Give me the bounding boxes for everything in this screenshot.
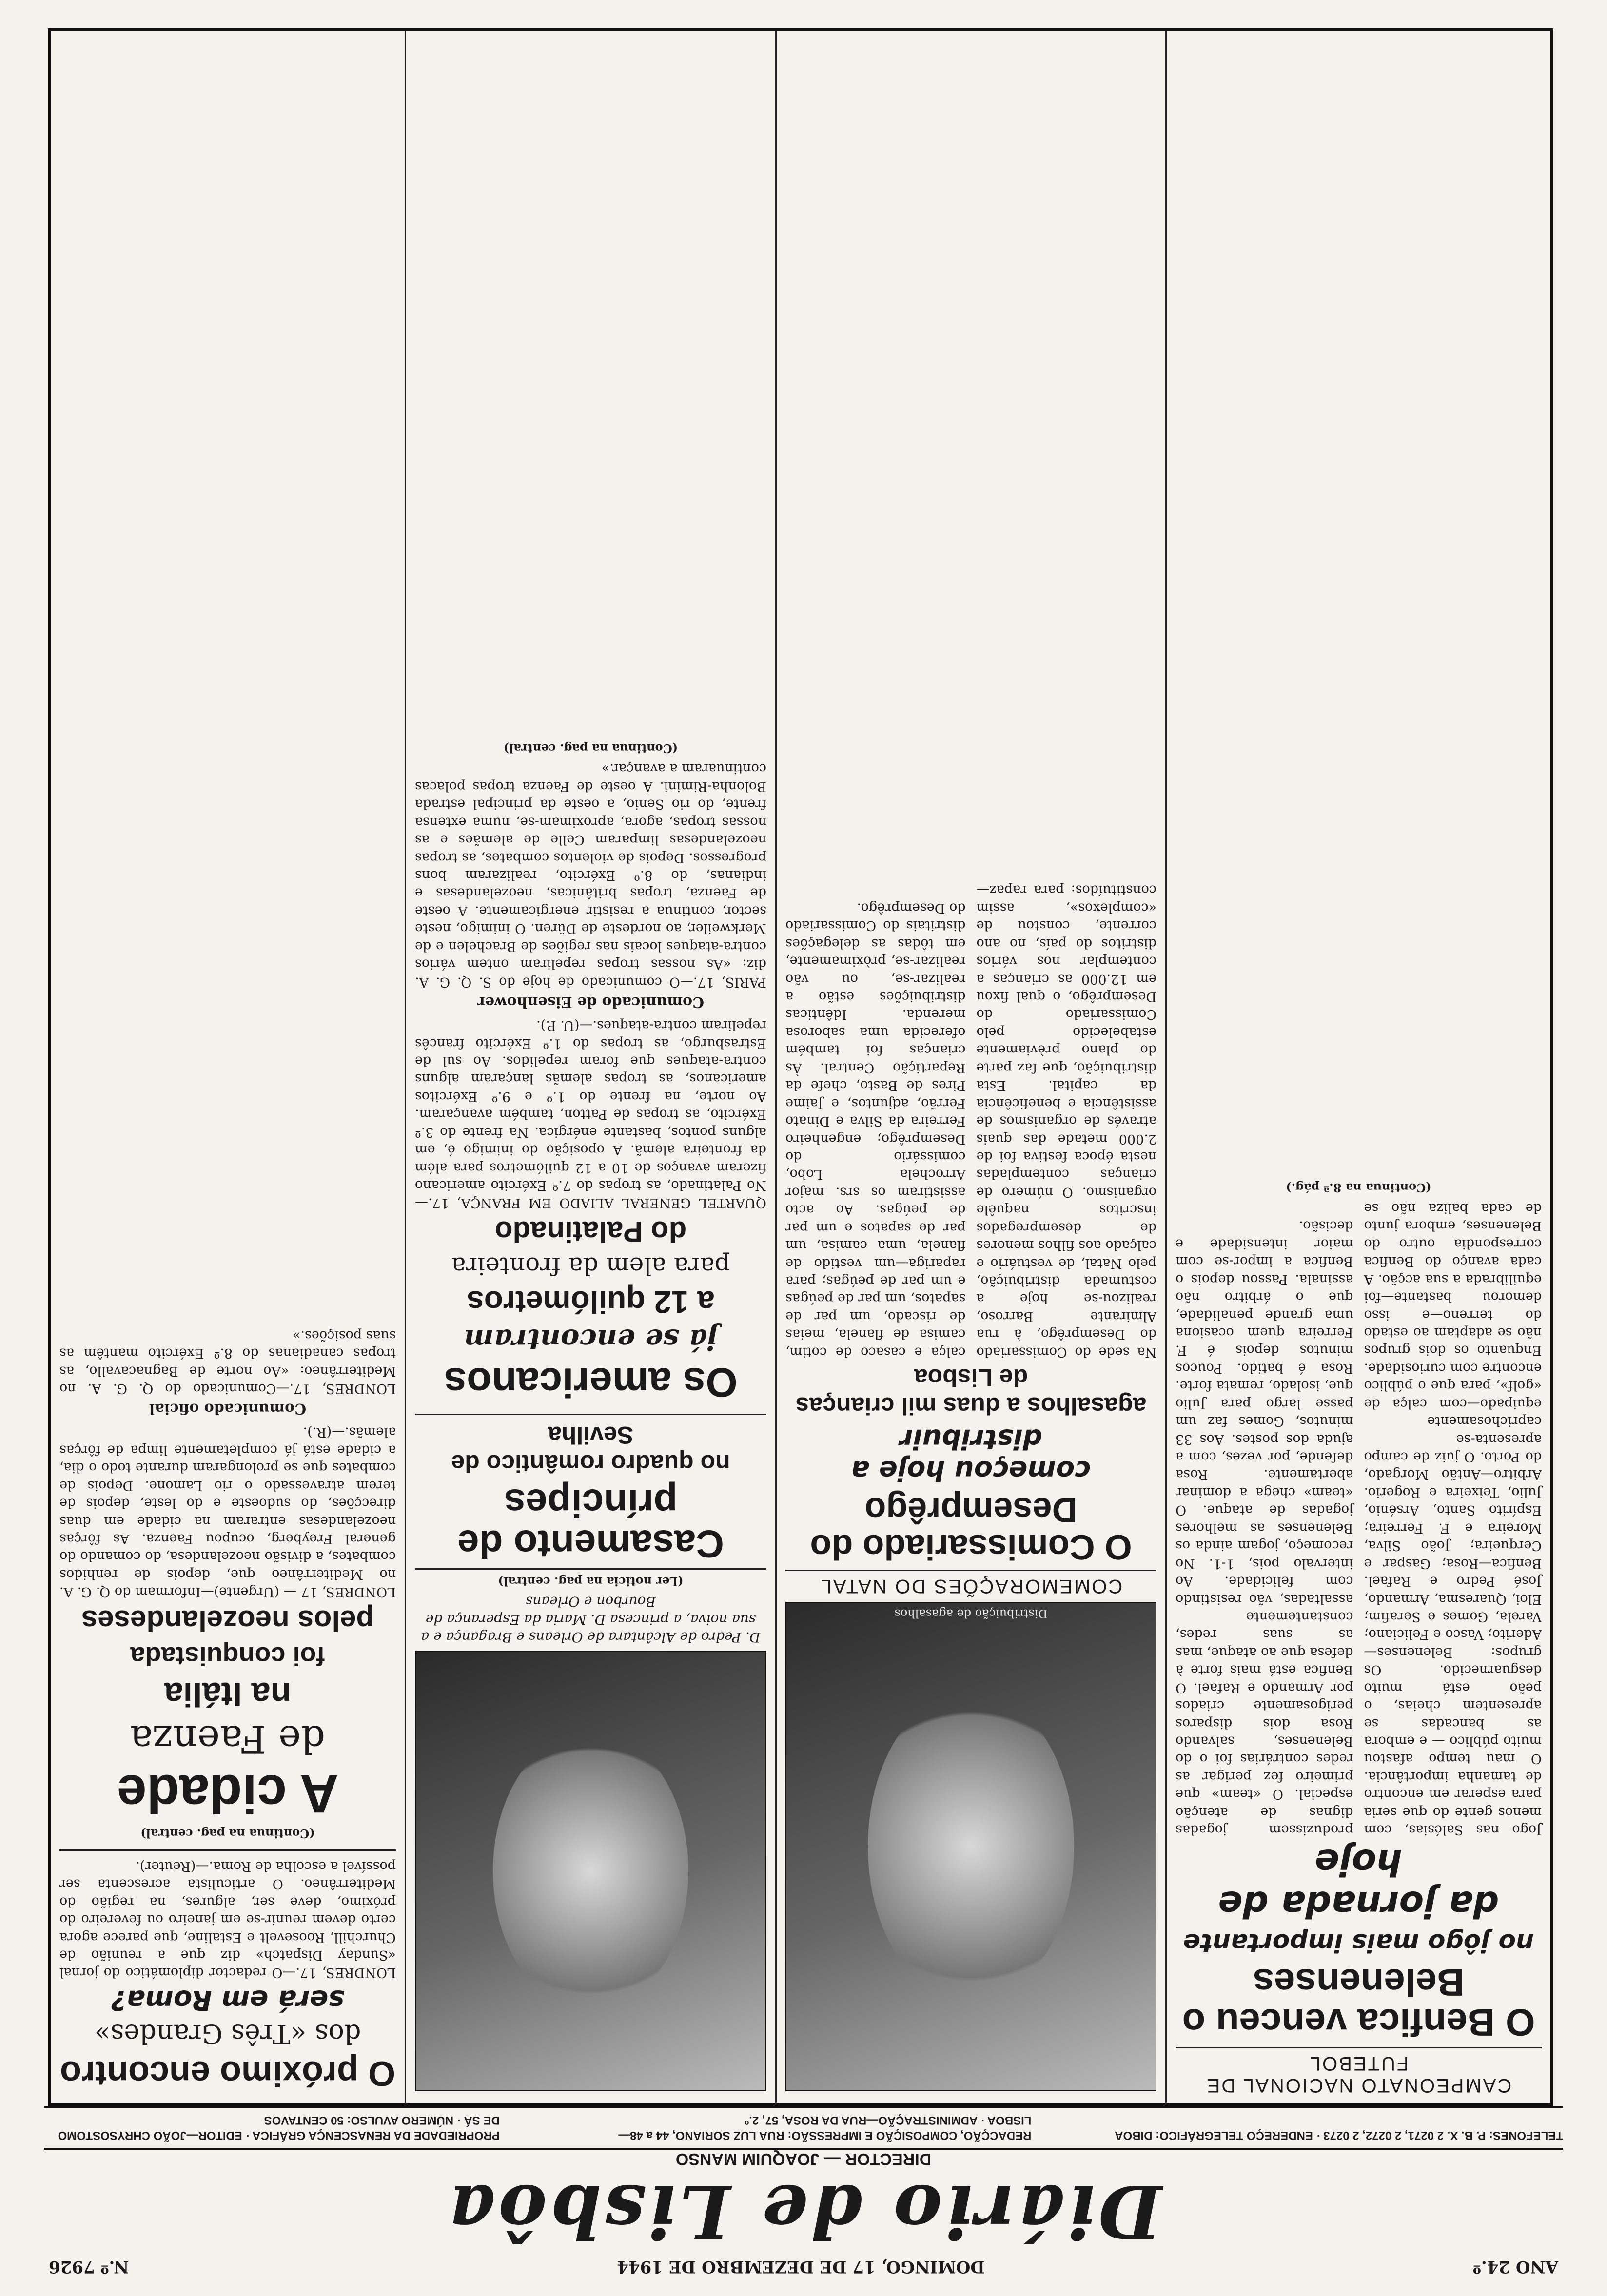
subhead-conquistada: foi conquistada <box>130 1641 325 1671</box>
headline-americanos: Os americanos <box>444 1359 738 1405</box>
article-faenza: LONDRES, 17 — (Urgente)—Informam do Q. G. A. no Mediterrâneo que, depois de renhidos combates, a divisão neozelandesa, do comando do general Freyberg, ocupou Faenza. As fôrças neozelandesas entraram na cidade em duas direcções, do sudoeste e do leste, depois de terem atravessado o rio Lamone. Depois de combates que se prolongaram durante todo o dia, a cidade está já completamente limpa de fôrças alemãs.—(R.). <box>59 1424 396 1600</box>
subhead-roma: será em Roma? <box>111 1984 345 2016</box>
headline-casamento: Casamento de príncipes <box>415 1482 766 1570</box>
masthead <box>44 2150 1563 2277</box>
subhead-eisenhower: Comunicado de Eisenhower <box>477 993 704 1011</box>
headline-cidade: A cidade <box>117 1764 339 1824</box>
masthead-top-line <box>44 2257 1563 2277</box>
subhead-americanos-2: a 12 quilómetros <box>467 1284 715 1320</box>
subhead-neozelandeses: pelos neozelandeses <box>81 1604 374 1637</box>
box-americanos <box>415 741 766 1415</box>
article-desemprego: Na sede do Comissariado do Desemprêgo, à rua Almirante Barroso, realizou-se hoje a costumada distribuição, pelo Natal, de vestuário e calçado aos filhos menores de desempregados inscritos naquêle organismo. O número de crianças contempladas nesta época festiva foi de 2.000 metade das quais através de organismos de assistência e beneficência da capital. Esta distribuição, que faz parte do plano prèviamente estabelecido pelo Comissariado do Desemprêgo, o qual fixou em 12.000 as crianças a contemplar nos vários distritos do país, no ano corrente, constou de «complexos», assim constituídos: para rapaz—calça e casaco de cotim, camisa de flanela, meias de riscado, um par de sapatos, um par de peúgas e um par de peúgas; para rapariga—um vestido de flanela, uma camisa, um par de sapatos e um par de peúgas. Ao acto assistiram os srs. major Arrochela Lobo, comissário do Desemprêgo; engenheiro Ferreira da Silva e Dinato Ferrão, adjuntos, e Jaime Pires de Basto, chefe da Repartição Central. Às crianças foi também oferecida uma saborosa merenda. Idênticas distribuições estão a realizar-se, ou vão realizar-se, pròximamente, em tôdas as delegações distritais do Comissariado do Desemprêgo. <box>785 882 1156 1360</box>
photo-children-label: Distribuição de agasalhos <box>894 1607 1048 1620</box>
phones-info: TELEFONES: P. B. X. 2 0271, 2 0272, 2 0273 · ENDEREÇO TELEGRÁFICO: DIBOA <box>1115 2129 1563 2142</box>
date-label: DOMINGO, 17 DE DEZEMBRO DE 1944 <box>617 2257 985 2277</box>
caption-royal-couple: D. Pedro de Alcântara de Orleans e Bragança e a sua noiva, a princesa D. Maria da Esperança de Bourbon e Orleans <box>421 1594 761 1645</box>
article-benfica <box>1176 1199 1542 1838</box>
column-desemprego <box>775 31 1165 2103</box>
content-frame <box>48 28 1553 2106</box>
masthead-info <box>44 2106 1563 2150</box>
editor-info: PROPRIEDADE DA RENASCENÇA GRÁFICA · EDITOR—JOÃO CHRYSOSTOMO DE SÁ · NÚMERO AVULSO: 50 CENTAVOS <box>58 2113 500 2142</box>
box-faenza <box>59 1326 396 1851</box>
continue-note-americanos: (Continua na pag. central) <box>503 741 678 756</box>
continue-note-faenza-top: (Continua na pag. central) <box>140 1827 315 1841</box>
issue-number: N.º 7926 <box>49 2257 129 2277</box>
article-tres-grandes: LONDRES, 17.—O redactor diplomático do jornal «Sunday Dispatch» diz que a reunião de Churchill, Roosevelt e Estaline, que parece agora certo devem reunir-se em janeiro ou fevereiro do próximo, deve ser, algures, na região do Mediterrâneo. O articulista acrescenta ser possível a escolha de Roma.—(Reuter). <box>59 1858 396 1981</box>
continue-note-benfica: (Continua na 8.ª pág.) <box>1286 1181 1431 1195</box>
address-info: REDACÇÃO, COMPOSIÇÃO E IMPRESSÃO: RUA LUZ SORIANO, 44 a 48—LISBOA · ADMINISTRAÇÃO—RUA DA ROSA, 57, 2.º <box>618 2113 1032 2142</box>
column-americanos <box>405 31 775 2103</box>
continue-note-wedding: (Ler noticia na pag. central) <box>498 1574 684 1589</box>
subhead-americanos-3: para alem da fronteira <box>451 1252 730 1281</box>
subhead-sevilha: no quadro romântico de Sevilha <box>451 1421 730 1477</box>
article-eisenhower: PARIS, 17.—O comunicado de hoje do S. Q. G. A. diz: «As nossas tropas repeliram ontem vários contra-ataques locais nas regiões de Brachelen e de Merkweiler, ao nordeste de Düren. O inimigo, neste sector, continua a resistir energicamente. A oeste de Faenza, tropas britânicas, neozelandesas e indianas, do 8.º Exército, realizaram bons progressos. Depois de violentos combates, as tropas neozelandesas limparam Celle de alemães e as nossas tropas, agora, aproximam-se, numa extensa frente, do rio Senio, a oeste da principal estrada Bolonha-Rimini. A oeste de Faenza tropas polacas continuaram a avançar.» <box>415 761 766 990</box>
subhead-comunicado-oficial: Comunicado oficial <box>149 1400 307 1417</box>
photo-children <box>785 1602 1156 2091</box>
column-football <box>1165 31 1550 2103</box>
subhead-italia: na Itália <box>164 1675 292 1713</box>
subhead-faenza: de Faenza <box>130 1716 326 1761</box>
subhead-tres-grandes: dos «Três Grandes» <box>94 2019 361 2050</box>
article-benfica-text-2: Ao intervalo pois, 1-1. No recomeço, jogam ainda os Belenenses as melhores jogadas de ataque. O «team» chega a dominar abertamente. Rosa defende, por vezes, com a ajuda dos postes. Aos 33 minutos, Gomes faz um passe largo para Julio que, isolado, remata forte. Rosa é batido. Poucos minutos depois é F. Ferreira quem ocasiona uma grande penalidade, que o árbitro não assinala. Passou depois o Benfica a impor-se com maior intensidade e decisão. <box>1176 1218 1353 1589</box>
year-label: ANO 24.º <box>1472 2257 1558 2277</box>
subhead-desemprego-1: começou hoje a distribuir <box>851 1422 1091 1486</box>
article-comunicado-oficial: LONDRES, 17.—Comunicado do Q. G. A. no Mediterrâneo: «Ao norte de Bagnacavallo, as tropas canadianas do 8.º Exército mantêm as suas posições.» <box>59 1327 396 1396</box>
subhead-benfica-1: no jôgo mais importante <box>1183 1928 1534 1958</box>
subhead-americanos-1: já se encontram <box>464 1323 718 1356</box>
subhead-americanos-4: do Palatinado <box>494 1215 687 1248</box>
headline-desemprego: O Comissariado do Desemprêgo <box>810 1490 1132 1566</box>
column-faenza <box>51 31 405 2103</box>
kicker-football: CAMPEONATO NACIONAL DE FUTEBOL <box>1176 2047 1542 2096</box>
newspaper-title: Diário de Lisbôa <box>445 2168 1162 2254</box>
photo-royal-couple <box>415 1651 766 2091</box>
article-benfica-text: Jogo nas Salésias, com menos gente do que seria para esperar em encontro de tamanha importância. O mau tempo afastou muito público — e embora as bancadas se apresentem cheias, o peão está muito desguarnecido. Os grupos: Belenenses—Aderito; Vasco e Feliciano; Varela, Gomes e Serafim; Eloi, Quaresma, Armando, José Pedro e Rafael. Benfica—Rosa; Gaspar e Cerqueira; João Silva, Moreira e F. Ferreira; Espírito Santo, Arsénio, Julio, Teixeira e Rogerio. Arbitro—Antão Morgado, do Porto. O juiz de campo apresenta-se caprichosamente equipado—com calça de «golf», para que o público encontre com curiosidade. Enquanto os dois grupos não se adaptam ao estado do terreno—e isso demorou bastante—foi equilibrada a sua acção. A cada avanço do Benfica correspondia outro do Belenenses, embora junto de cada baliza não se produzissem jogadas dignas de atenção especial. O «team» que primeiro fez perigar as redes contrárias foi o do Belenenses, salvando Rosa dois disparos perigosamente criados por Armando e Rafael. O Benfica está mais forte à defesa que ao ataque, mas as suas redes, constantemente assaltadas, vão resistindo com felicidade. <box>1176 1200 1542 1838</box>
kicker-natal: COMEMORAÇÕES DO NATAL <box>785 1570 1156 1597</box>
headline-benfica: O Benfica venceu o Belenenses <box>1182 1961 1535 2044</box>
subhead-desemprego-2: agasalhos a duas mil crianças de Lisboa <box>795 1363 1147 1420</box>
article-americanos: QUARTEL GENERAL ALIADO EM FRANÇA, 17.—No Palatinado, as tropas do 7.º Exército americano fizeram avanços de 10 a 12 quilómetros para além da fronteira alemã. A oposição do inimigo é, em alguns pontos, bastante enérgica. Na frente do 3.º Exército, as tropas de Patton, também avançaram. Ao norte, na frente do 1.º e 9.º Exércitos americanos, as tropas alemãs lançaram alguns contra-ataques que foram repelidos. Ao sul de Estrasburgo, as tropas do 1.º Exército francês repeliram contra-ataques.—(U. P.). <box>415 1018 766 1211</box>
headline-proximo-encontro: O próximo encontro <box>59 2054 396 2093</box>
subhead-benfica-2: da jornada de hoje <box>1218 1841 1499 1926</box>
director-line: DIRECTOR — JOAQUIM MANSO <box>675 2150 932 2168</box>
